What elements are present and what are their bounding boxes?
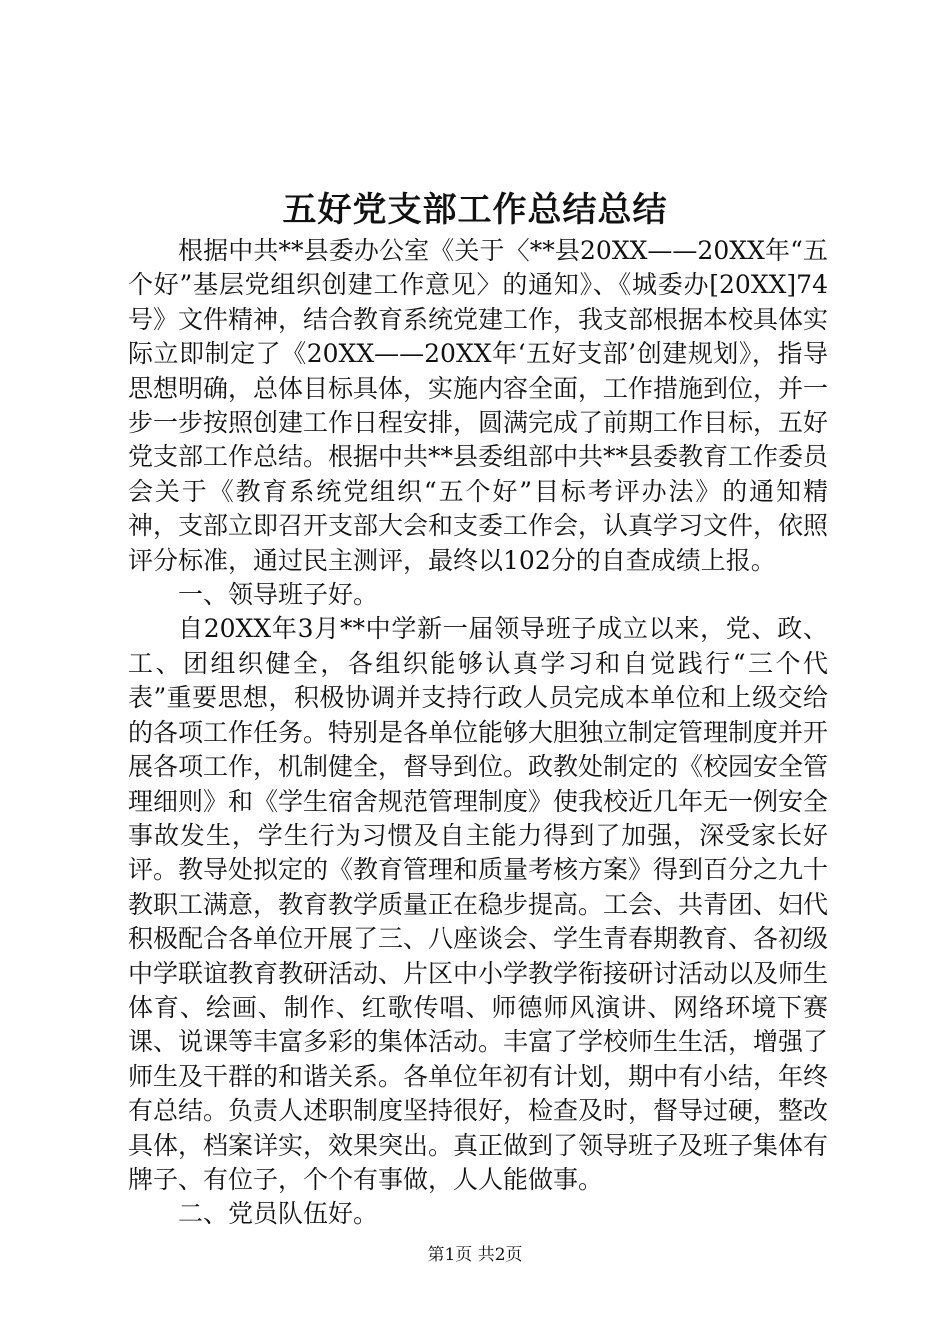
document-body bbox=[128, 234, 828, 1232]
paragraph-intro: 根据中共**县委办公室《关于〈**县20XX——20XX年“五个好”基层党组织创建工作意见〉的通知》、《城委办[20XX]74号》文件精神，结合教育系统党建工作，我支部根据本校具体实际立即制定了《20XX——20XX年‘五好支部’创建规划》，指导思想明确，总体目标具体，实施内容全面，工作措施到位，并一步一步按照创建工作日程安排，圆满完成了前期工作目标，五好党支部工作总结。根据中共**县委组部中共**县委教育工作委员会关于《教育系统党组织“五个好”目标考评办法》的通知精神，支部立即召开支部大会和支委工作会，认真学习文件，依照评分标准，通过民主测评，最终以102分的自查成绩上报。 bbox=[128, 236, 829, 575]
section-heading-members: 二、党员队伍好。 bbox=[178, 1199, 379, 1229]
document-title: 五好党支部工作总结总结 bbox=[282, 190, 668, 230]
section-heading-leadership: 一、领导班子好。 bbox=[178, 580, 379, 610]
paragraph-leadership: 自20XX年3月**中学新一届领导班子成立以来，党、政、工、团组织健全，各组织能够认真学习和自觉践行“三个代表”重要思想，积极协调并支持行政人员完成本单位和上级交给的各项工作任务。特别是各单位能够大胆独立制定管理制度并开展各项工作，机制健全，督导到位。政教处制定的《校园安全管理细则》和《学生宿舍规范管理制度》使我校近几年无一例安全事故发生，学生行为习惯及自主能力得到了加强，深受家长好评。教导处拟定的《教育管理和质量考核方案》得到百分之九十教职工满意，教育教学质量正在稳步提高。工会、共青团、妇代积极配合各单位开展了三、八座谈会、学生青春期教育、各初级中学联谊教育教研活动、片区中小学教学衔接研讨活动以及师生体育、绘画、制作、红歌传唱、师德师风演讲、网络环境下赛课、说课等丰富多彩的集体活动。丰富了学校师生生活，增强了师生及干群的和谐关系。各单位年初有计划，期中有小结，年终有总结。负责人述职制度坚持很好，检查及时，督导过硬，整改具体，档案详实，效果突出。真正做到了领导班子及班子集体有牌子、有位子，个个有事做，人人能做事。 bbox=[128, 614, 829, 1194]
page-footer: 第1页 共2页 bbox=[427, 1245, 523, 1265]
